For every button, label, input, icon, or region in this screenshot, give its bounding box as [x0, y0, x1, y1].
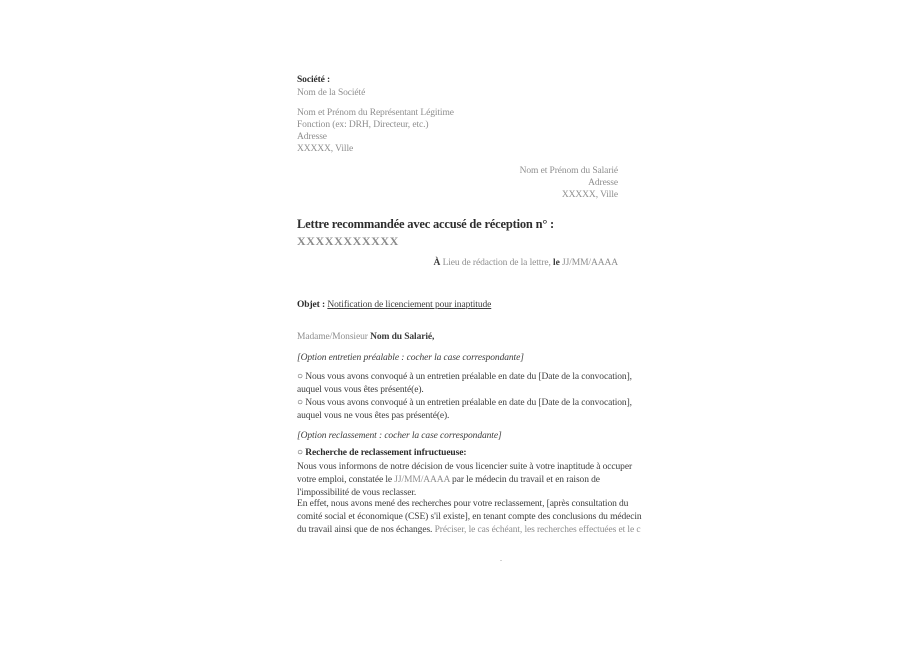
entretien-option-2-text: Nous vous avons convoqué à un entretien préalable en date du [Date de la convocation], [302, 398, 632, 408]
entretien-instruction: [Option entretien préalable : cocher la case correspondante] [297, 353, 524, 363]
para2-line-1: En effet, nous avons mené des recherches pour votre reclassement, [après consultation du [297, 499, 629, 509]
entretien-option-1 [297, 370, 632, 398]
para1-line2-dark: votre emploi, constatée le [297, 475, 395, 485]
company-name: Nom de la Société [297, 87, 366, 98]
dateline-date-placeholder: JJ/MM/AAAA [561, 258, 618, 268]
subject-label: Objet : [297, 300, 328, 310]
radio-circle-icon[interactable]: ○ [297, 397, 303, 408]
company-label: Société : [297, 75, 331, 85]
entretien-option-1-text: Nous vous avons convoqué à un entretien préalable en date du [Date de la convocation], [302, 372, 632, 382]
subject-line [297, 300, 491, 310]
salutation-line [297, 332, 434, 342]
recipient-block [520, 165, 618, 201]
reclassement-heading [297, 447, 466, 458]
dateline-at: À [433, 258, 443, 268]
reclassement-heading-text: Recherche de reclassement infructueuse: [302, 448, 467, 458]
recipient-name: Nom et Prénom du Salarié [519, 166, 618, 176]
para1-line-2 [297, 474, 632, 487]
subject-text: Notification de licenciement pour inaptitude [327, 300, 492, 310]
entretien-option-1-line-1 [297, 370, 632, 384]
para2-guidance-note: Préciser, le cas échéant, les recherches effectuées et le c [434, 525, 641, 535]
letter-number-placeholder: XXXXXXXXXXX [297, 234, 399, 248]
para1-line2-dark-cont: par le médecin du travail et en raison de [449, 475, 600, 485]
entretien-option-2-line-2: auquel vous ne vous êtes pas présenté(e). [297, 411, 450, 422]
sender-company-label [297, 74, 454, 87]
salutation-civility: Madame/Monsieur [297, 332, 371, 342]
page-footer-mark: . [500, 554, 502, 563]
dateline-le: le [553, 258, 562, 268]
letter-title: Lettre recommandée avec accusé de réception n° : [297, 217, 555, 231]
dateline [434, 258, 618, 268]
representative-name: Nom et Prénom du Représentant Légitime [297, 108, 454, 119]
recipient-address: Adresse [588, 178, 618, 188]
entretien-option-2 [297, 396, 632, 424]
salutation-name-placeholder: Nom du Salarié, [370, 332, 435, 342]
letter-title-block [297, 217, 554, 249]
dateline-place-placeholder: Lieu de rédaction de la lettre, [442, 258, 554, 268]
sender-block [297, 74, 454, 155]
sender-details [297, 108, 454, 155]
representative-function: Fonction (ex: DRH, Directeur, etc.) [297, 119, 429, 130]
para1-line-3: l'impossibilité de vous reclasser. [297, 488, 417, 498]
radio-circle-icon[interactable]: ○ [297, 447, 303, 458]
recipient-city: XXXXX, Ville [561, 190, 618, 200]
para2-line-3 [297, 524, 642, 537]
para1-date-placeholder: JJ/MM/AAAA [394, 475, 450, 485]
para2-line3-dark: du travail ainsi que de nos échanges. [297, 525, 435, 535]
reclassement-instruction: [Option reclassement : cocher la case correspondante] [297, 431, 502, 441]
entretien-option-1-line-2: auquel vous vous êtes présenté(e). [297, 385, 424, 396]
sender-address: Adresse [297, 131, 327, 142]
para2-line-2: comité social et économique (CSE) s'il existe], en tenant compte des conclusions du médecin [297, 512, 642, 522]
sender-city: XXXXX, Ville [297, 143, 354, 154]
reclassement-paragraph-1 [297, 461, 632, 500]
radio-circle-icon[interactable]: ○ [297, 371, 303, 382]
entretien-option-2-line-1 [297, 396, 632, 410]
para1-line-1: Nous vous informons de notre décision de vous licencier suite à votre inaptitude à occuper [297, 462, 633, 472]
reclassement-paragraph-2 [297, 498, 642, 537]
